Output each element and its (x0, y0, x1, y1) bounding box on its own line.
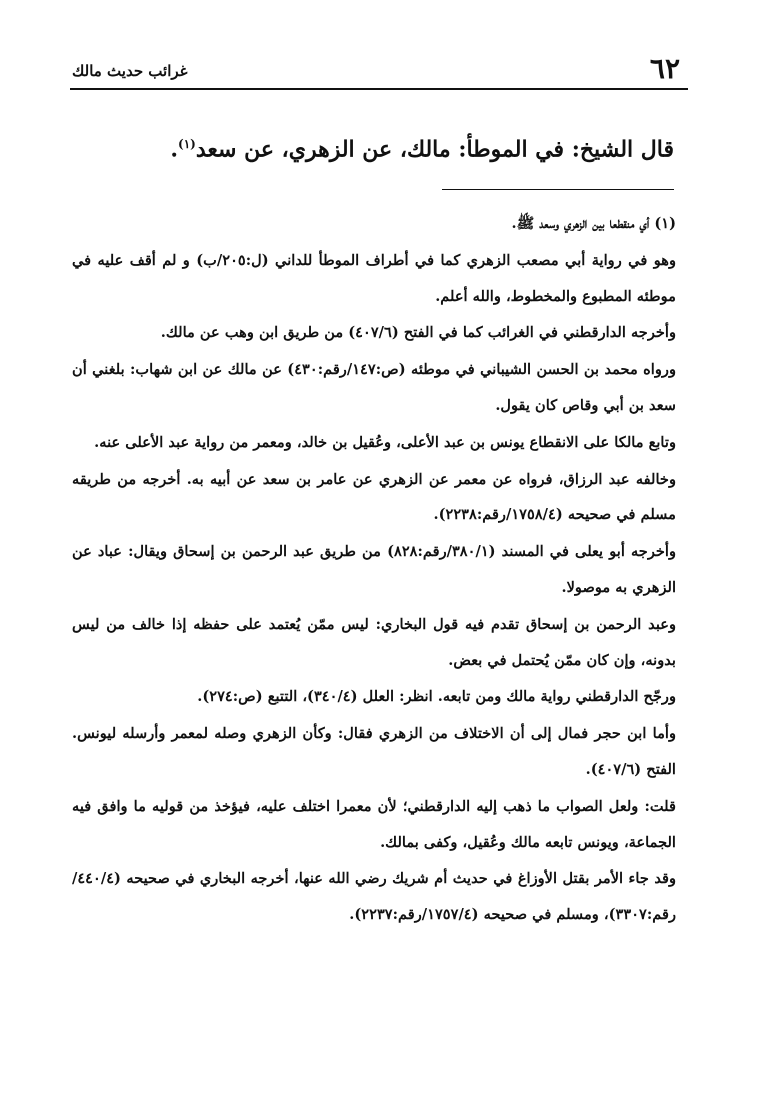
header-rule (70, 88, 688, 90)
main-text (114, 128, 674, 165)
footnote-paragraph: قلت: ولعل الصواب ما ذهب إليه الدارقطني؛ لأن معمرا اختلف عليه، فيؤخذ من قوليه ما وافق فيه الجماعة، ويونس تابعه مالك وعُقيل، وكفى بمالك. (72, 797, 676, 851)
footnote-paragraph: (١) أي منقطعا بين الزهري وسعد ﷺ. (511, 215, 676, 232)
footnote-paragraph: وعبد الرحمن بن إسحاق تقدم فيه قول البخاري: ليس ممّن يُعتمد على حفظه إذا خالف من ليس بدونه، وإن كان ممّن يُحتمل في بعض. (72, 615, 676, 669)
footnote-paragraph: وهو في رواية أبي مصعب الزهري كما في أطراف الموطأ للداني (ل:٢٠٥/ب) و لم أقف عليه في موطئه المطبوع والمخطوط، والله أعلم. (72, 251, 676, 305)
main-text-line: قال الشيخ: في الموطأ: مالك، عن الزهري، عن سعد (195, 136, 674, 163)
footnote-paragraph: وأخرجه الدارقطني في الغرائب كما في الفتح (٤٠٧/٦) من طريق ابن وهب عن مالك. (160, 324, 676, 342)
footnote-paragraph: وأما ابن حجر فمال إلى أن الاختلاف من الزهري فقال: وكأن الزهري وصله لمعمر وأرسله ليونس. الفتح (٤٠٧/٦). (72, 725, 676, 778)
footnote-paragraph: وتابع مالكا على الانقطاع يونس بن عبد الأعلى، وعُقيل بن خالد، ومعمر من رواية عبد الأعلى عنه. (94, 433, 676, 451)
footnote-paragraph: وخالفه عبد الرزاق، فرواه عن معمر عن الزهري عن عامر بن سعد عن أبيه به. أخرجه من طريقه مسلم في صحيحه (١٧٥٨/٤/رقم:٢٢٣٨). (72, 470, 676, 524)
footnote-separator (442, 189, 674, 190)
footnote-paragraph: ورواه محمد بن الحسن الشيباني في موطئه (ص:١٤٧/رقم:٤٣٠) عن مالك عن ابن شهاب: بلغني أن سعد بن أبي وقاص كان يقول. (72, 361, 676, 414)
footnote-paragraph: وأخرجه أبو يعلى في المسند (٣٨٠/١/رقم:٨٢٨) من طريق عبد الرحمن بن إسحاق ويقال: عباد عن الزهري به موصولا. (72, 543, 677, 596)
footnotes (72, 206, 676, 934)
footnote-paragraph: ورجّح الدارقطني رواية مالك ومن تابعه. انظر: العلل (٣٤٠/٤)، التتبع (ص:٢٧٤). (197, 688, 676, 706)
running-title: غرائب حديث مالك (72, 62, 188, 80)
footnote-paragraph: وقد جاء الأمر بقتل الأوزاغ في حديث أم شريك رضي الله عنها، أخرجه البخاري في صحيحه (٤٤٠/٤/رقم:٣٣٠٧)، ومسلم في صحيحه (١٧٥٧/٤/رقم:٢٢٣٧). (72, 870, 676, 924)
page-header (70, 52, 688, 88)
footnote-reference: (١) (178, 137, 196, 151)
main-text-end: . (170, 136, 179, 163)
page-number: ٦٢ (649, 52, 680, 85)
